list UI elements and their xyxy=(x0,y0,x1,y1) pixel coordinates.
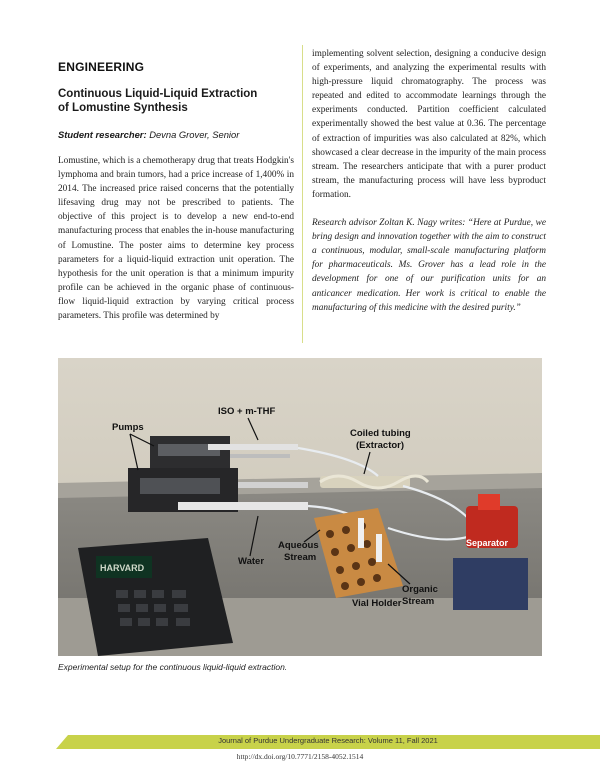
label-water: Water xyxy=(238,556,265,567)
advisor-quote: Research advisor Zoltan K. Nagy writes: “Here at Purdue, we bring design and innovation together with the aim to construct a continuous, modular, small-scale manufacturing platform for pharmaceuticals. Ms. Grover has a lead role in the development for one of our purification units for an anticancer medication. Her work is critical to enable the manufacturing of this medicine with the desired purity.” xyxy=(312,218,546,313)
label-coiled-tubing: Coiled tubing xyxy=(350,428,411,439)
body-right-column xyxy=(312,47,546,315)
figure-caption: Experimental setup for the continuous liquid-liquid extraction. xyxy=(58,662,288,672)
harvard-brand: HARVARD xyxy=(100,563,145,573)
body-paragraph-1: Lomustine, which is a chemotherapy drug that treats Hodgkin's lymphoma and brain tumors, had a price increase of 1,400% in 2014. The increased price raised concerns that the potentially lifesaving drug may not be prescribed to patients. The objective of this project is to develop a new end-to-end manufacturing process that enables the in-house manufacturing of Lomustine. The poster aims to determine key process parameters for a liquid-liquid extraction unit operation. The hypothesis for the unit operation is that a minimum impurity profile can be achieved in the organic phase of continuous-flow liquid-liquid extraction by varying critical process parameters. This profile was determined by xyxy=(58,156,294,322)
label-vial-holder: Vial Holder xyxy=(352,598,402,609)
label-pumps: Pumps xyxy=(112,422,144,433)
title-line-2: of Lomustine Synthesis xyxy=(58,102,188,114)
label-iso-mthf: ISO + m-THF xyxy=(218,406,276,417)
footer-journal: Journal of Purdue Undergraduate Research: Volume 11, Fall 2021 xyxy=(218,736,438,745)
label-organic: Organic xyxy=(402,584,438,595)
harvard-controller xyxy=(78,538,233,656)
experiment-photo xyxy=(58,358,542,656)
section-label: ENGINEERING xyxy=(58,60,145,74)
title-line-1: Continuous Liquid-Liquid Extraction xyxy=(58,88,258,100)
footer-doi-link[interactable]: http://dx.doi.org/10.7771/2158-4052.1514 xyxy=(236,752,364,761)
researcher-label: Student researcher: xyxy=(58,129,147,140)
article-title xyxy=(58,87,278,115)
body-left-column xyxy=(58,154,294,323)
label-aqueous: Aqueous xyxy=(278,540,319,551)
label-extractor: (Extractor) xyxy=(356,440,405,451)
body-paragraph-2: implementing solvent selection, designing a conducive design of experiments, and analyzing the experimental results with high-pressure liquid chromatography. The process was repeated and edited to accommodate learnings through the experiments conducted. Partition coefficient calculated experimentally showed the best value at 0.36. The percentage of extraction of impurities was also calculated at 82%, which showcased a clear decrease in the impurity of the main process stream. The researchers anticipate that with a purer product stream, the manufacturing process will have less byproduct formation. xyxy=(312,49,546,200)
byline xyxy=(58,129,298,140)
label-stream-aqueous: Stream xyxy=(284,552,317,563)
column-divider xyxy=(302,45,303,343)
researcher-name: Devna Grover, Senior xyxy=(149,129,240,140)
label-separator: Separator xyxy=(466,538,509,548)
label-stream-organic: Stream xyxy=(402,596,435,607)
